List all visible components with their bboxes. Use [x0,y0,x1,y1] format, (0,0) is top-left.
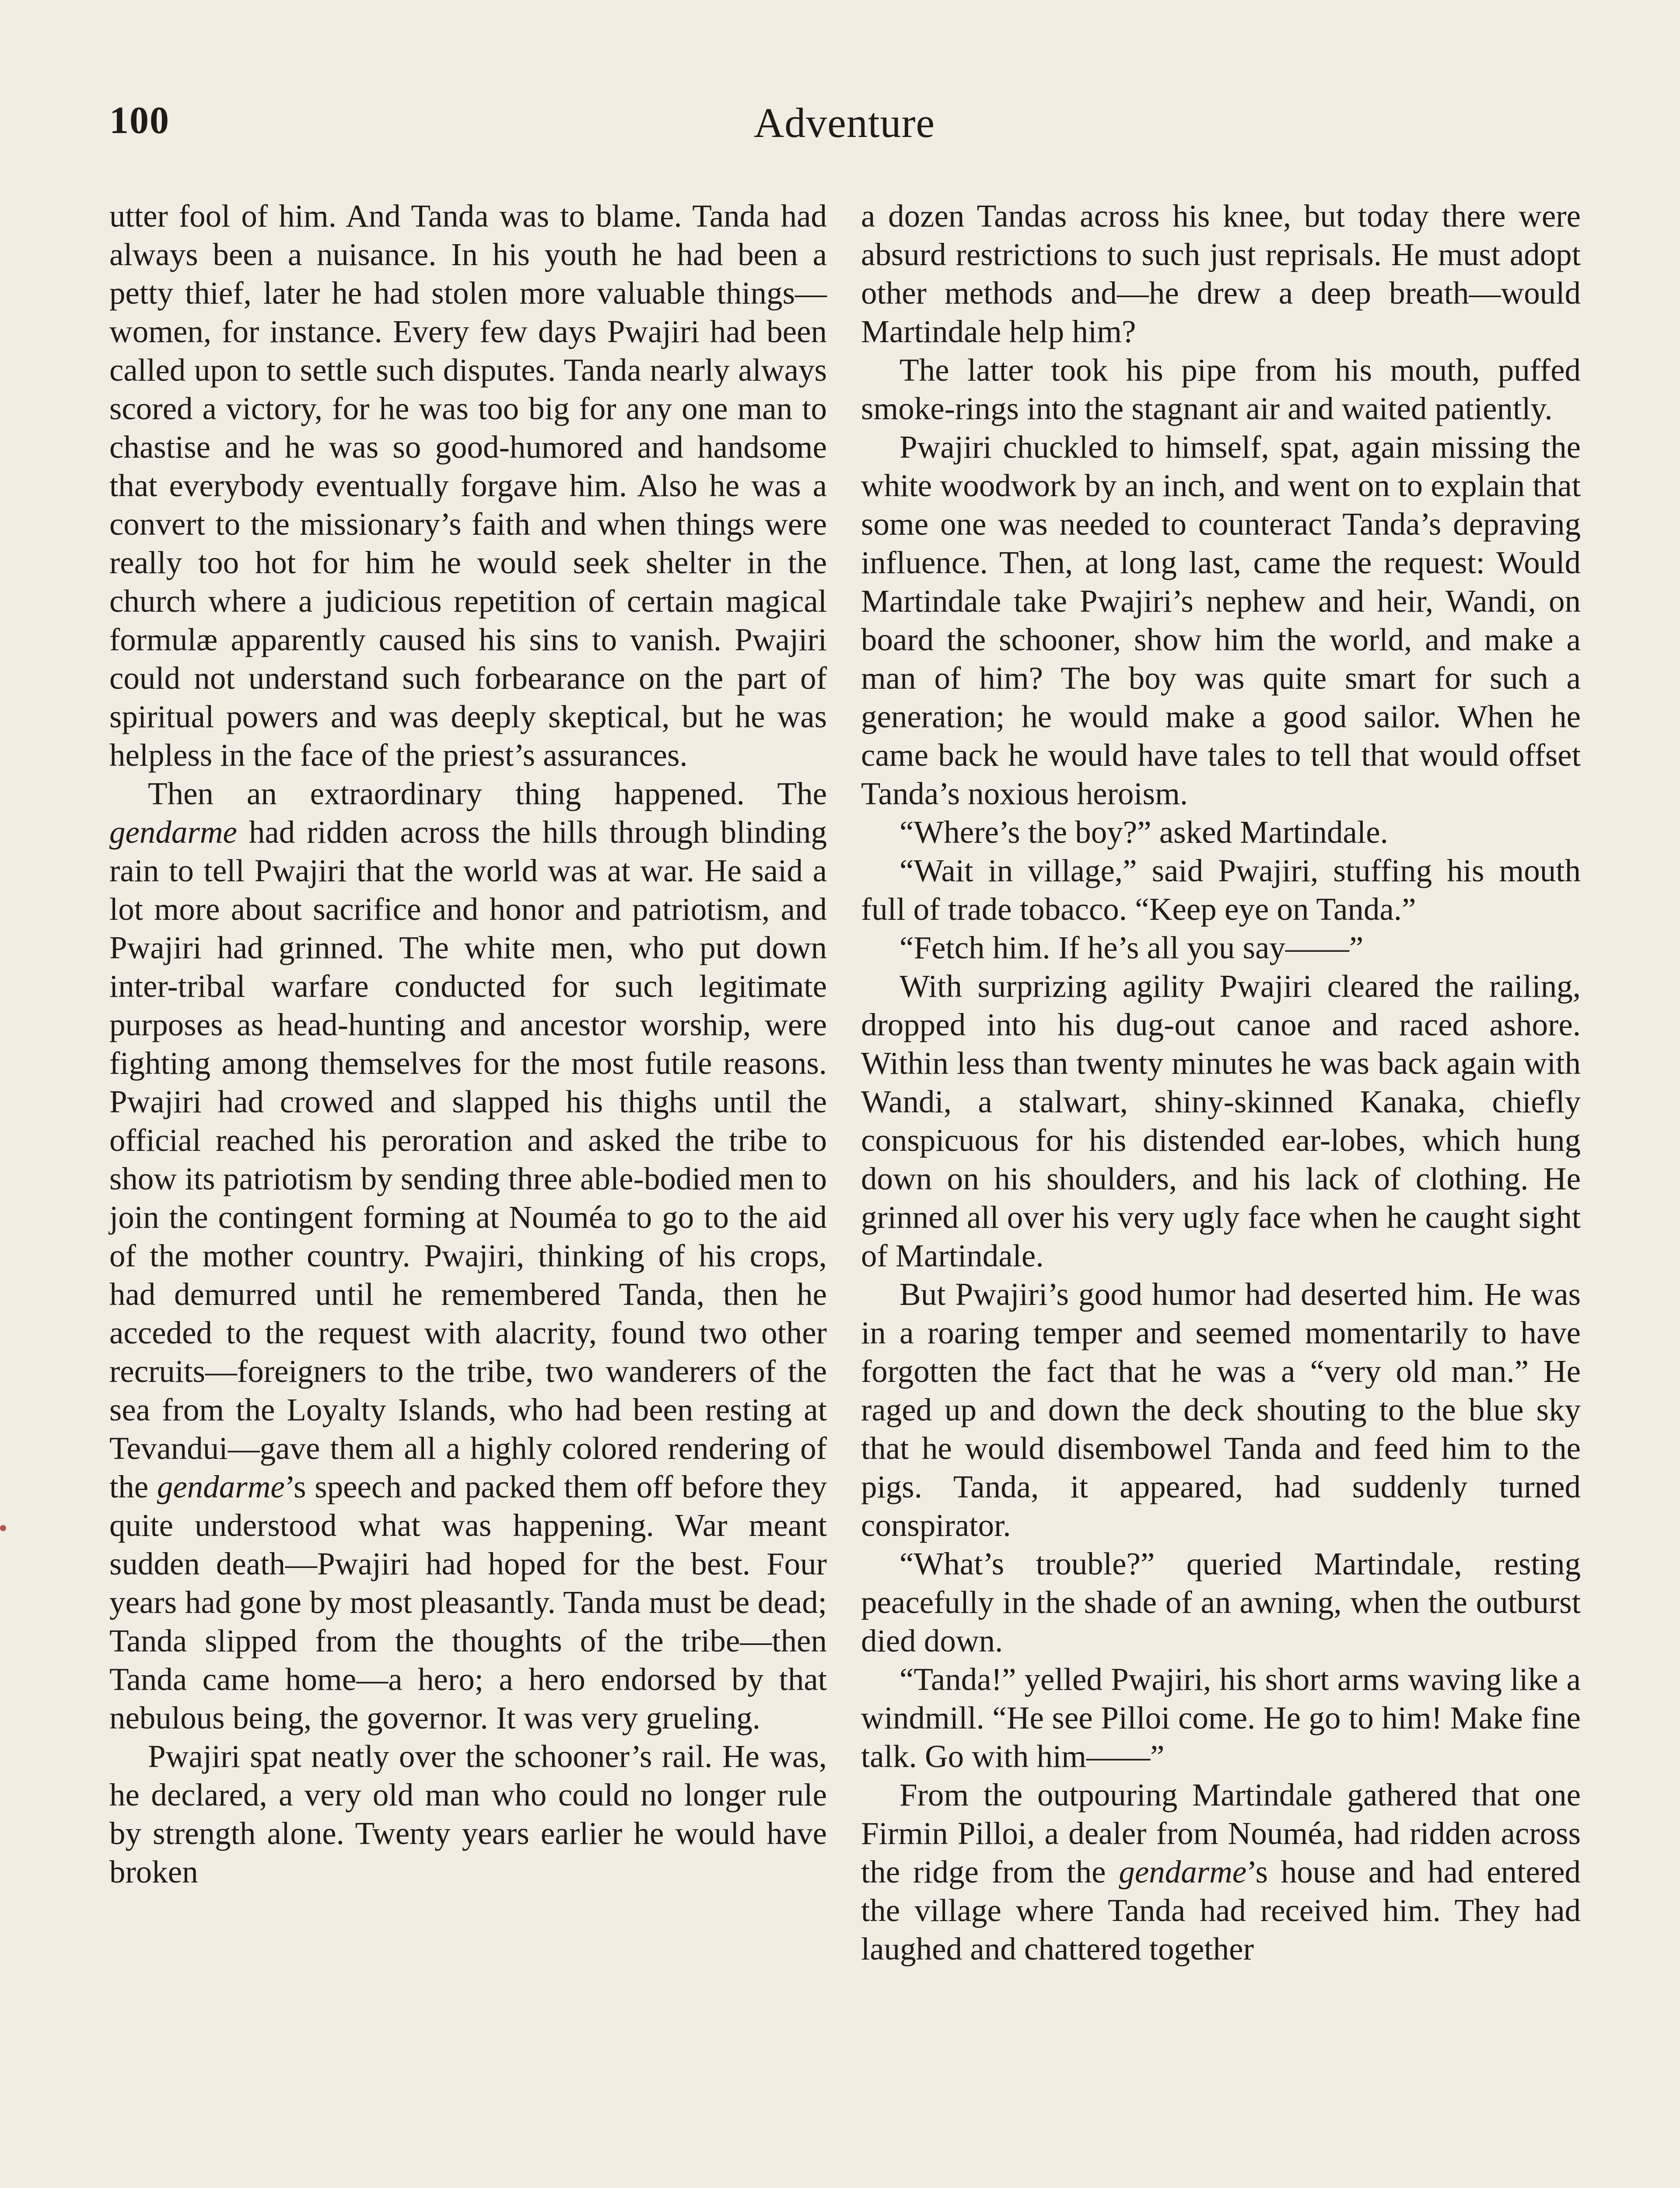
magazine-title: Adventure [753,99,935,146]
paragraph: “Tanda!” yelled Pwajiri, his short arms waving like a windmill. “He see Pilloi come. He go to him! Make fine talk. Go with him——” [861,1662,1581,1774]
page-header [109,98,1579,160]
paragraph: From the outpouring Martindale gathered that one Firmin Pilloi, a dealer from Nouméa, had ridden across the ridge from the gendarme’s house and had entered the village where Tanda had received him. They had laughed and chattered together [861,1777,1581,1967]
paragraph: a dozen Tandas across his knee, but today there were absurd restrictions to such just reprisals. He must adopt other methods and—he drew a deep breath—would Martindale help him? [861,198,1581,349]
paragraph: Pwajiri chuckled to himself, spat, again missing the white woodwork by an inch, and went on to explain that some one was needed to counteract Tanda’s depraving influence. Then, at long last, came the request: Would Martindale take Pwajiri’s nephew and heir, Wandi, on board the schooner, show him the world, and make a man of him? The boy was quite smart for such a generation; he would make a good sailor. When he came back he would have tales to tell that would offset Tanda’s noxious heroism. [861,429,1581,811]
paragraph: With surprizing agility Pwajiri cleared the railing, dropped into his dug-out canoe and raced ashore. Within less than twenty minutes he was back again with Wandi, a stalwart, shiny-skinned Kanaka, chiefly conspicuous for his distended ear-lobes, which hung down on his shoulders, and his lack of clothing. He grinned all over his very ugly face when he caught sight of Martindale. [861,968,1581,1273]
paragraph: The latter took his pipe from his mouth, puffed smoke-rings into the stagnant air and waited patiently. [861,352,1581,426]
paragraph: Then an extraordinary thing happened. The gendarme had ridden across the hills through blinding rain to tell Pwajiri that the world was at war. He said a lot more about sacrifice and honor and patriotism, and Pwajiri had grinned. The white men, who put down inter-tribal warfare conducted for such legitimate purposes as head-hunting and ancestor worship, were fighting among themselves for the most futile reasons. Pwajiri had crowed and slapped his thighs until the official reached his peroration and asked the tribe to show its patriotism by sending three able-bodied men to join the contingent forming at Nouméa to go to the aid of the mother country. Pwajiri, thinking of his crops, had demurred until he remembered Tanda, then he acceded to the request with alacrity, found two other recruits—foreigners to the tribe, two wanderers of the sea from the Loyalty Islands, who had been resting at Tevandui—gave them all a highly colored rendering of the gendarme’s speech and packed them off before they quite understood what was happening. War meant sudden death—Pwajiri had hoped for the best. Four years had gone by most pleasantly. Tanda must be dead; Tanda slipped from the thoughts of the tribe—then Tanda came home—a hero; a hero endorsed by that nebulous being, the governor. It was very grueling. [109,776,827,1736]
right-column [861,197,1581,1968]
paragraph: But Pwajiri’s good humor had deserted him. He was in a roaring temper and seemed momentarily to have forgotten the fact that he was a “very old man.” He raged up and down the deck shouting to the blue sky that he would disembowel Tanda and feed him to the pigs. Tanda, it appeared, had suddenly turned conspirator. [861,1276,1581,1543]
print-speck [0,1525,6,1531]
paragraph: “Where’s the boy?” asked Martindale. [900,814,1388,850]
left-column [109,197,827,1891]
paragraph: utter fool of him. And Tanda was to blame. Tanda had always been a nuisance. In his youth he had been a petty thief, later he had stolen more valuable things—women, for instance. Every few days Pwajiri had been called upon to settle such disputes. Tanda nearly always scored a victory, for he was too big for any one man to chastise and he was so good-humored and handsome that everybody eventually forgave him. Also he was a convert to the missionary’s faith and when things were really too hot for him he would seek shelter in the church where a judicious repetition of certain magical formulæ apparently caused his sins to vanish. Pwajiri could not understand such forbearance on the part of spiritual powers and was deeply skeptical, but he was helpless in the face of the priest’s assurances. [109,198,827,773]
paragraph: “Wait in village,” said Pwajiri, stuffing his mouth full of trade tobacco. “Keep eye on Tanda.” [861,853,1581,927]
paragraph: Pwajiri spat neatly over the schooner’s rail. He was, he declared, a very old man who could no longer rule by strength alone. Twenty years earlier he would have broken [109,1739,827,1890]
paragraph: “Fetch him. If he’s all you say——” [900,930,1364,965]
page-number: 100 [109,99,170,142]
paragraph: “What’s trouble?” queried Martindale, resting peacefully in the shade of an awning, when the outburst died down. [861,1546,1581,1659]
